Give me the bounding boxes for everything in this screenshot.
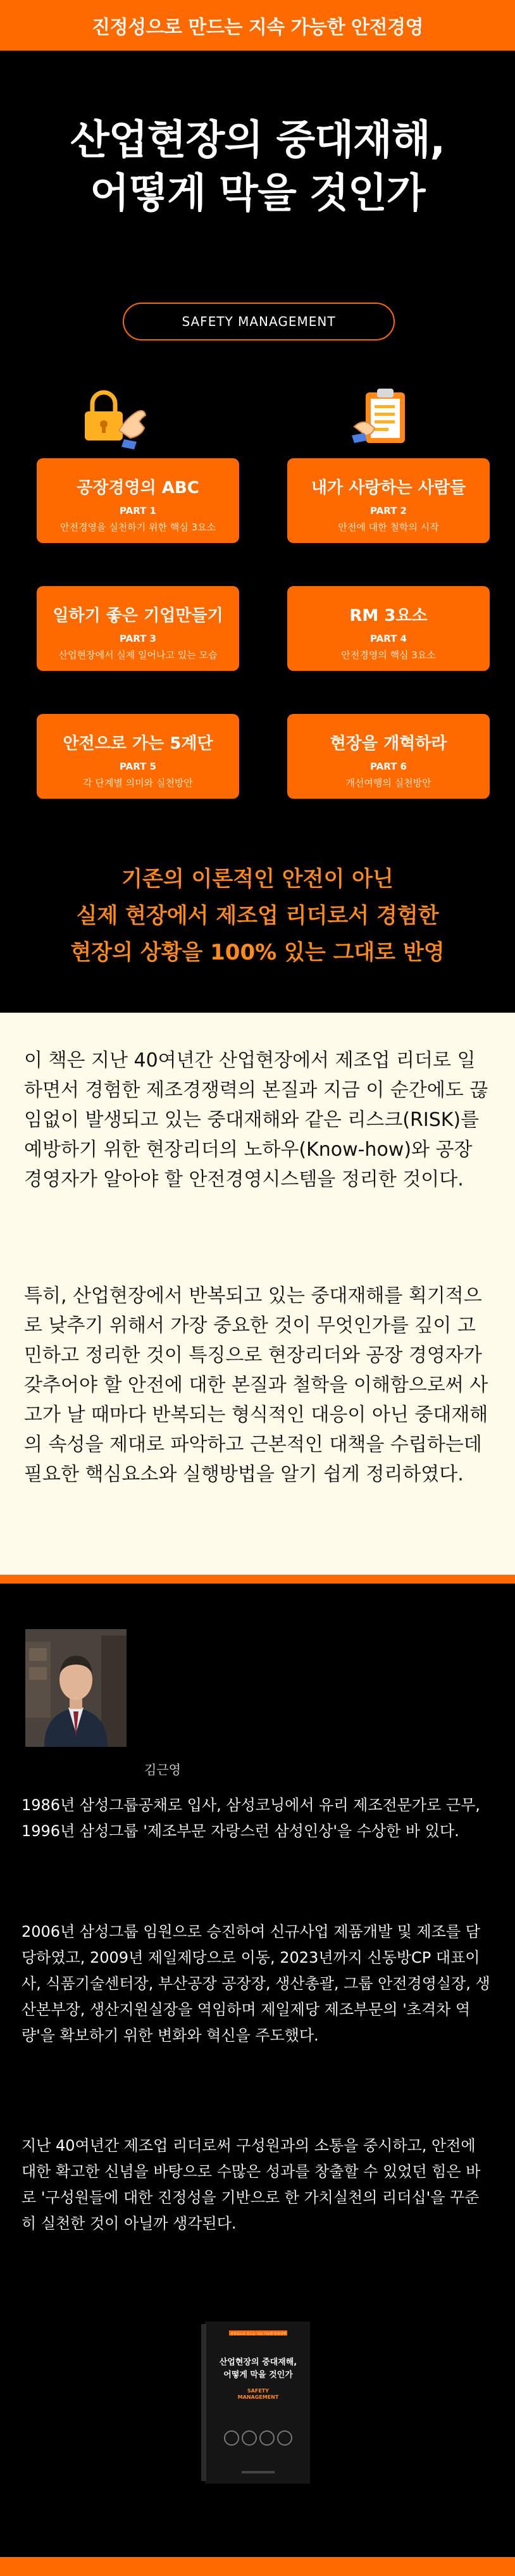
card-part-6 [287,714,490,799]
bottom-bar [0,2557,515,2576]
quote-line1: 기존의 이론적인 안전이 아닌 [121,866,394,892]
quote-line3: 현장의 상황을 100% 있는 그대로 반영 [70,940,445,965]
top-banner: 진정성으로 만드는 지속 가능한 안전경영 [0,0,515,51]
card-description: 개선여행의 실천방안 [345,777,431,789]
card-description: 안전경영을 실천하기 위한 핵심 3요소 [60,522,216,533]
card-part-1 [37,458,239,543]
card-title: 일하기 좋은 기업만들기 [53,606,223,625]
book-title-line2: 어떻게 막을 것인가 [223,2370,293,2380]
hero-quote [0,861,515,971]
hero-title-line1: 산업현장의 중대재해, [70,117,445,164]
card-part-5 [37,714,239,799]
padlock-hand-icon [80,386,149,449]
card-title: RM 3요소 [349,606,428,625]
card-part-3 [37,586,239,671]
author-bio-1: 1986년 삼성그룹공채로 입사, 삼성코닝에서 유리 제조전문가로 근무, 1996년 삼성그룹 '제조부문 자랑스런 삼성인상'을 수상한 바 있다. [22,1796,480,1840]
card-description: 산업현장에서 실제 일어나고 있는 모습 [58,649,218,661]
card-part-4 [287,586,490,671]
card-description: 안전에 대한 철학의 시작 [338,522,439,533]
intro-paragraph-1: 이 책은 지난 40여년간 산업현장에서 제조업 리더로 일하면서 경험한 제조경쟁력의 본질과 지금 이 순간에도 끊임없이 발생되고 있는 중대재해와 같은 리스크(RISK)를 예방하기 위한 현장리더의 노하우(Know-how)와 공장 경영자가 알아야 할 안전경영시스템을 정리한 것이다. [24,1049,488,1191]
intro-section [0,1013,515,1575]
card-title: 공장경영의 ABC [77,478,199,497]
author-photo [25,1629,127,1747]
card-part-label: PART 4 [370,633,407,644]
book-cover [201,2322,314,2484]
card-title: 내가 사랑하는 사람들 [311,478,466,497]
book-top-text: 진정성으로 만드는 지속 가능한 안전경영 [230,2332,287,2336]
card-part-label: PART 1 [120,505,156,516]
card-part-label: PART 3 [120,633,156,644]
card-part-label: PART 2 [370,505,407,516]
hero-title [0,114,515,220]
card-description: 안전경영의 핵심 3요소 [341,649,436,661]
hero-section [0,51,515,1013]
author-section [0,1584,515,2563]
safety-management-pill: SAFETY MANAGEMENT [123,303,395,341]
card-part-label: PART 6 [370,761,407,772]
book-title-line1: 산업현장의 중대재해, [219,2358,297,2367]
card-description: 각 단계별 의미와 실천방안 [83,777,193,789]
author-name: 김근영 [144,1762,181,1777]
card-title: 안전으로 가는 5계단 [63,734,213,753]
book-sub-line2: MANAGEMENT [237,2394,279,2400]
author-bio-3: 지난 40여년간 제조업 리더로써 구성원과의 소통을 중시하고, 안전에 대한 확고한 신념을 바탕으로 수많은 성과를 창출할 수 있었던 힘은 바로 '구성원들에 대한 진정성을 기반으로 한 가치실천의 리더십'을 꾸준히 실천한 것이 아닐까 생각된다. [22,2137,481,2232]
card-title: 현장을 개혁하라 [330,734,447,753]
author-bio-2: 2006년 삼성그룹 임원으로 승진하여 신규사업 제품개발 및 제조를 담당하였고, 2009년 제일제당으로 이동, 2023년까지 신동방CP 대표이사, 식품기술센터장, 부산공장 공장장, 생산총괄, 그룹 안전경영실장, 생산본부장, 생산지원실장을 역임하며 제일제당 제조부문의 '초격차 역량'을 확보하기 위한 변화와 혁신을 주도했다. [22,1923,490,2044]
quote-line2: 실제 현장에서 제조업 리더로서 경험한 [76,903,439,928]
intro-paragraph-2: 특히, 산업현장에서 반복되고 있는 중대재해를 획기적으로 낮추기 위해서 가장 중요한 것이 무엇인가를 깊이 고민하고 정리한 것이 특징으로 현장리더와 공장 경영자가 갖추어야 할 안전에 대한 본질과 철학을 이해함으로써 사고가 날 때마다 반복되는 형식적인 대응이 아닌 중대재해의 속성을 제대로 파악하고 근본적인 대책을 수립하는데 필요한 핵심요소와 실행방법을 알기 쉽게 정리하였다. [24,1285,488,1485]
clipboard-hand-icon [352,382,421,452]
card-part-2 [287,458,490,543]
hero-title-line2: 어떻게 막을 것인가 [90,170,425,217]
book-sub-line1: SAFETY [247,2388,270,2394]
section-divider [0,1575,515,1584]
card-part-label: PART 5 [120,761,156,772]
